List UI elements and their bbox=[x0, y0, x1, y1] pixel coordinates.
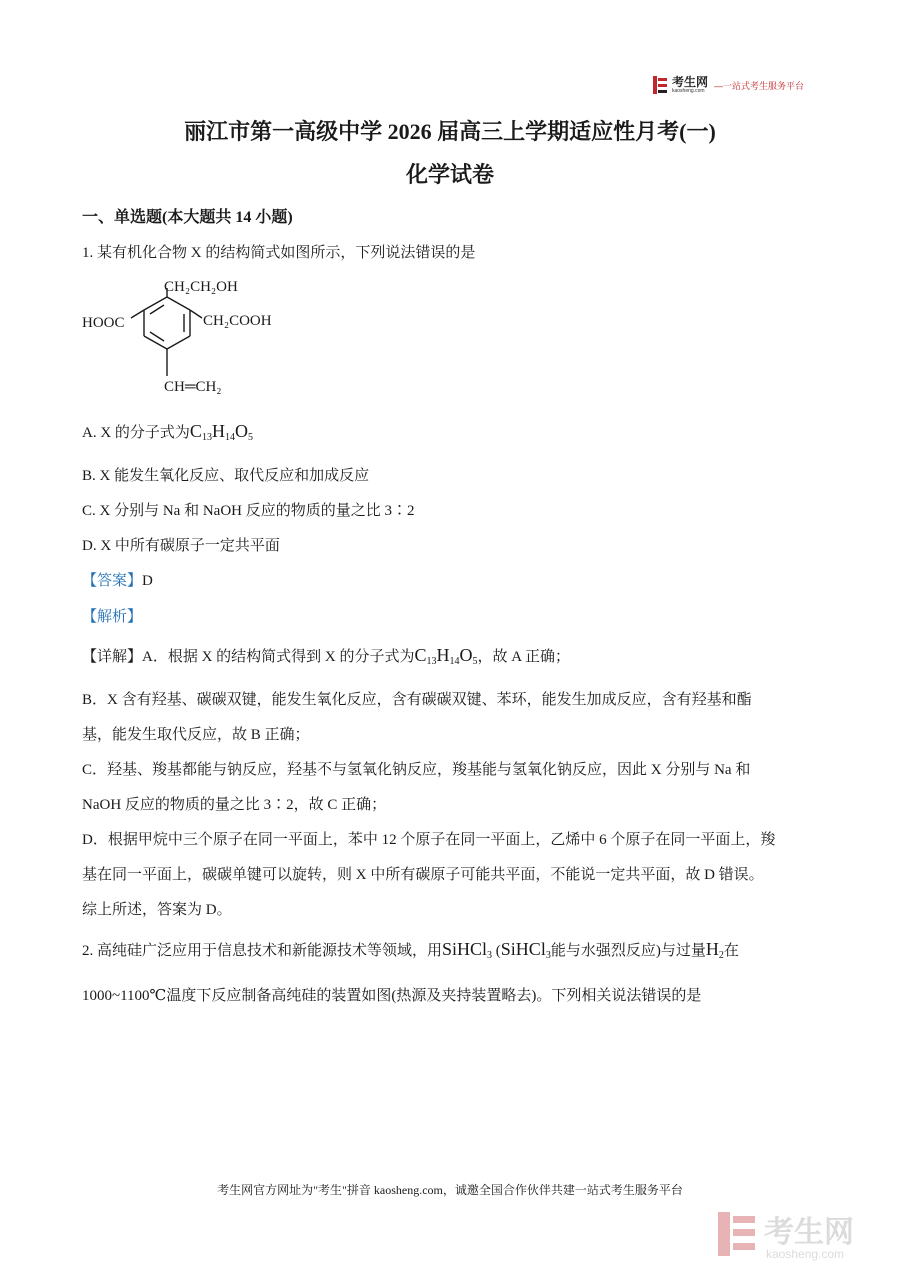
logo-name: 考生网 bbox=[672, 75, 709, 89]
formula-sihcl3-paren: SiHCl$_3$ bbox=[500, 939, 551, 961]
q1-option-b: B. X 能发生氧化反应、取代反应和加成反应 bbox=[82, 468, 370, 484]
left-group-label: HOOC bbox=[82, 315, 125, 331]
section-heading: 一、单选题(本大题共 14 小题) bbox=[82, 209, 293, 226]
exam-title: 丽江市第一高级中学 2026 届高三上学期适应性月考(一) bbox=[184, 119, 716, 144]
exam-subtitle: 化学试卷 bbox=[405, 162, 494, 187]
q2-stem-line2: 1000~1100℃温度下反应制备高纯硅的装置如图(热源及夹持装置略去)。下列相关说法错误的是 bbox=[82, 988, 702, 1004]
answer-label: 【答案】 bbox=[82, 573, 143, 589]
formula-sihcl3: SiHCl$_3$ bbox=[442, 939, 493, 961]
q1-summary: 综上所述，答案为 D。 bbox=[82, 902, 232, 918]
logo-slogan: —一站式考生服务平台 bbox=[714, 80, 805, 91]
kaosheng-logo-icon bbox=[652, 75, 668, 95]
q1-detail-d-line1: D．根据甲烷中三个原子在同一平面上，苯中 12 个原子在同一平面上，乙烯中 6 个原子在同一平面上，羧 bbox=[82, 832, 776, 848]
logo-url: kaosheng.com bbox=[672, 88, 705, 94]
page-footer: 考生网官方网址为"考生"拼音 kaosheng.com，诚邀全国合作伙伴共建一站式考生服务平台 bbox=[217, 1183, 683, 1197]
kaosheng-watermark bbox=[714, 1206, 884, 1262]
q1-detail-c-line1: C．羟基、羧基都能与钠反应，羟基不与氢氧化钠反应，羧基能与氢氧化钠反应，因此 X 分别与 Na 和 bbox=[82, 762, 751, 778]
q1-detail-d-line2: 基在同一平面上，碳碳单键可以旋转，则 X 中所有碳原子可能共平面，不能说一定共平面，故 D 错误。 bbox=[82, 867, 764, 883]
benzene-ring bbox=[131, 288, 202, 376]
bottom-group-label: CH═CH₂ bbox=[164, 379, 222, 395]
q1-answer bbox=[82, 569, 153, 590]
q1-detail-c-line2: NaOH 反应的物质的量之比 3∶2，故 C 正确； bbox=[82, 797, 387, 813]
watermark-logo-icon bbox=[714, 1206, 884, 1262]
q1-stem: 1. 某有机化合物 X 的结构简式如图所示，下列说法错误的是 bbox=[82, 245, 476, 261]
q1-detail-b-line1: B．X 含有羟基、碳碳双键，能发生氧化反应，含有碳碳双键、苯环，能发生加成反应，含有羟基和酯 bbox=[82, 692, 752, 708]
right-group-label: CH₂COOH bbox=[203, 313, 272, 329]
q1-option-a: A. X 的分子式为$C_{13}H_{14}O_5$ bbox=[82, 421, 253, 443]
q1-option-c: C. X 分别与 Na 和 NaOH 反应的物质的量之比 3∶2 bbox=[82, 503, 415, 519]
q1-detail-a: 【详解】A．根据 X 的结构简式得到 X 的分子式为$C_{13}H_{14}O_5$，故 A 正确； bbox=[82, 645, 571, 667]
formula-h2: $H_2$ bbox=[705, 939, 724, 961]
q1-detail-b-line2: 基，能发生取代反应，故 B 正确； bbox=[82, 727, 310, 743]
q1-option-d: D. X 中所有碳原子一定共平面 bbox=[82, 538, 280, 554]
analysis-label: 【解析】 bbox=[82, 609, 143, 625]
formula-c13h14o5-detail: $C_{13}H_{14}O_5$ bbox=[414, 645, 478, 667]
formula-c13h14o5: $C_{13}H_{14}O_5$ bbox=[189, 421, 253, 443]
svg-text:考生网: 考生网 bbox=[764, 1216, 854, 1249]
answer-value: D bbox=[142, 573, 153, 589]
q2-stem-line1: 2. 高纯硅广泛应用于信息技术和新能源技术等领域，用SiHCl$_3$ (SiHCl$_3$能与水强烈反应)与过量$H_2$在 bbox=[82, 939, 739, 961]
q1-structure-diagram bbox=[80, 272, 310, 402]
kaosheng-logo bbox=[652, 72, 822, 98]
svg-text:kaosheng.com: kaosheng.com bbox=[766, 1247, 845, 1261]
top-group-label: CH₂CH₂OH bbox=[164, 279, 238, 295]
